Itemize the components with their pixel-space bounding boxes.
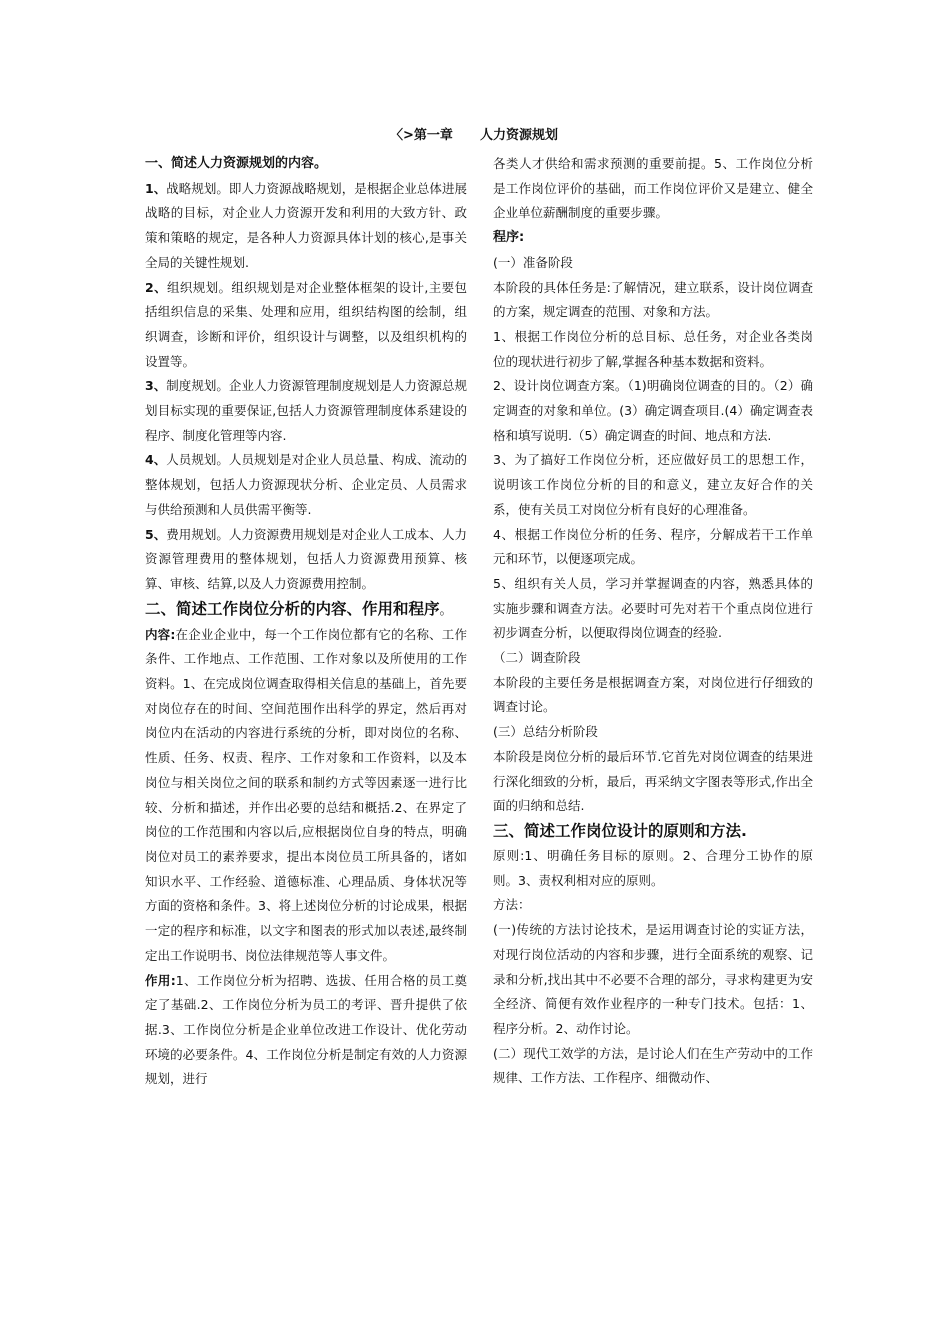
stage-2-text: 本阶段的主要任务是根据调查方案，对岗位进行仔细致的调查讨论。 xyxy=(493,674,813,715)
role-text: 1、工作岗位分析为招聘、选拔、任用合格的员工奠定了基础.2、工作岗位分析为员工的考评、晋升提供了依据.3、工作岗位分析是企业单位改进工作设计、优化劳动环境的必要条件。4、工作岗位分析是制定有效的人力资源规划，进行 xyxy=(145,972,467,1087)
item-lead: 5、 xyxy=(145,526,167,542)
methods-label: 方法： xyxy=(493,897,531,913)
item-label: 组织规划。 xyxy=(166,279,232,295)
item-text: 组织规划是对企业整体框架的设计,主要包括组织信息的采集、处理和应用，组织结构图的绘制，组织调查，诊断和评价，组织设计与调整，以及组织机构的设置等。 xyxy=(145,279,467,369)
item-organization xyxy=(145,276,467,375)
role-label: 作用: xyxy=(145,972,176,988)
method-2: (二）现代工效学的方法，是讨论人们在生产劳动中的工作规律、工作方法、工作程序、细微动作、 xyxy=(493,1045,813,1086)
stage-1-title: (一）准备阶段 xyxy=(493,254,573,270)
step-1: 1、根据工作岗位分析的总目标、总任务，对企业各类岗位的现状进行初步了解,掌握各种基本数据和资料。 xyxy=(493,328,813,369)
content-paragraph xyxy=(145,623,467,969)
item-lead: 3、 xyxy=(145,378,167,394)
step-5: 5、组织有关人员，学习并掌握调查的内容，熟悉具体的实施步骤和调查方法。必要时可先对若干个重点岗位进行初步调查分析，以便取得岗位调查的经验. xyxy=(493,575,813,641)
item-text: 企业人力资源管理制度规划是人力资源总规划目标实现的重要保证,包括人力资源管理制度体系建设的程序、制度化管理等内容. xyxy=(145,378,467,443)
item-label: 费用规划。 xyxy=(166,526,229,542)
item-label: 制度规划。 xyxy=(166,378,229,394)
item-label: 战略规划。 xyxy=(166,180,229,196)
procedure-label: 程序: xyxy=(493,230,525,246)
stage-3-title: (三）总结分析阶段 xyxy=(493,724,598,740)
role-paragraph xyxy=(145,969,467,1093)
question-3-heading: 三、简述工作岗位设计的原则和方法. xyxy=(493,821,747,840)
item-text: 人力资源费用规划是对企业人工成本、人力资源管理费用的整体规划，包括人力资源费用预算、核算、审核、结算,以及人力资源费用控制。 xyxy=(145,526,467,591)
item-system xyxy=(145,374,467,448)
chapter-title: 〈>第一章 人力资源规划 xyxy=(390,128,559,143)
item-label: 人员规划。 xyxy=(166,452,229,468)
left-column xyxy=(145,152,467,1092)
content-label: 内容: xyxy=(145,626,176,642)
method-1: (一)传统的方法讨论技术，是运用调查讨论的实证方法，对现行岗位活动的内容和步骤，进行全面系统的观察、记录和分析,找出其中不必要不合理的部分，寻求构建更为安全经济、简便有效作业程序的一种专门技术。包括：1、程序分析。2、动作讨论。 xyxy=(493,922,813,1036)
question-2-heading: 二、简述工作岗位分析的内容、作用和程序。 xyxy=(145,599,453,618)
principles-text: 原则:1、明确任务目标的原则。2、合理分工协作的原则。3、责权利相对应的原则。 xyxy=(493,847,813,888)
continued-text: 各类人才供给和需求预测的重要前提。5、工作岗位分析是工作岗位评价的基础，而工作岗位评价又是建立、健全企业单位薪酬制度的重要步骤。 xyxy=(493,156,813,221)
stage-2-title: （二）调查阶段 xyxy=(493,650,581,666)
right-column xyxy=(493,152,813,1091)
step-4: 4、根据工作岗位分析的任务、程序，分解成若干工作单元和环节，以便逐项完成。 xyxy=(493,526,813,567)
stage-1-text: 本阶段的具体任务是:了解情况，建立联系，设计岗位调查的方案，规定调查的范围、对象和方法。 xyxy=(493,279,813,320)
item-lead: 4、 xyxy=(145,452,167,468)
step-2: 2、设计岗位调查方案。（1)明确岗位调查的目的。（2）确定调查的对象和单位。(3）确定调查项目.(4）确定调查表格和填写说明.（5）确定调查的时间、地点和方法. xyxy=(493,378,813,443)
item-text: 人员规划是对企业人员总量、构成、流动的整体规划，包括人力资源现状分析、企业定员、人员需求与供给预测和人员供需平衡等. xyxy=(145,452,467,517)
item-personnel xyxy=(145,448,467,522)
item-cost xyxy=(145,523,467,597)
question-1-heading: 一、简述人力资源规划的内容。 xyxy=(145,156,328,171)
item-lead: 2、 xyxy=(145,279,167,295)
content-text: 在企业企业中，每一个工作岗位都有它的名称、工作条件、工作地点、工作范围、工作对象以及所使用的工作资料。1、在完成岗位调查取得相关信息的基础上，首先要对岗位存在的时间、空间范围作出科学的界定，然后再对岗位内在活动的内容进行系统的分析，即对岗位的名称、性质、任务、权责、程序、工作对象和工作资料，以及本岗位与相关岗位之间的联系和制约方式等因素逐一进行比较、分析和描述，并作出必要的总结和概括.2、在界定了岗位的工作范围和内容以后,应根据岗位自身的特点，明确岗位对员工的素养要求，提出本岗位员工所具备的，诸如知识水平、工作经验、道德标准、心理品质、身体状况等方面的资格和条件。3、将上述岗位分析的讨论成果，根据一定的程序和标准，以文字和图表的形式加以表述,最终制定出工作说明书、岗位法律规范等人事文件。 xyxy=(145,626,467,963)
item-text: 即人力资源战略规划，是根据企业总体进展战略的目标，对企业人力资源开发和利用的大致方针、政策和策略的规定，是各种人力资源具体计划的核心,是事关全局的关键性规划. xyxy=(145,180,467,270)
step-3: 3、为了搞好工作岗位分析，还应做好员工的思想工作，说明该工作岗位分析的目的和意义，建立友好合作的关系，使有关员工对岗位分析有良好的心理准备。 xyxy=(493,452,813,517)
item-strategy xyxy=(145,177,467,276)
item-lead: 1、 xyxy=(145,180,167,196)
stage-3-text: 本阶段是岗位分析的最后环节.它首先对岗位调查的结果进行深化细致的分析，最后，再采纳文字图表等形式,作出全面的归纳和总结. xyxy=(493,748,813,814)
